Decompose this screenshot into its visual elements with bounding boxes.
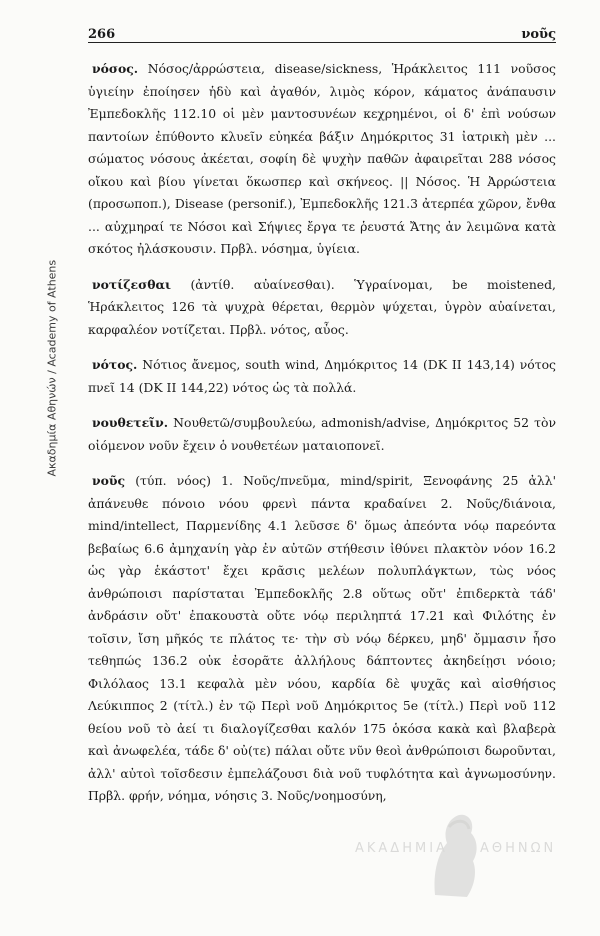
archive-side-note: Ακαδημία Αθηνών / Academy of Athens: [45, 259, 59, 477]
entry-headword: νοῦς: [92, 473, 126, 488]
dictionary-entry: [88, 412, 556, 457]
dictionary-entry: [88, 58, 556, 261]
entry-text: (ἀντίθ. αὐαίνεσθαι). Ὑγραίνομαι, be moistened, Ἡράκλειτος 126 τὰ ψυχρὰ θέρεται, θερμὸν ψύχεται, ὑγρὸν αὐαίνεται, καρφαλέον νοτίζεται. Πρβλ. νότος, αὖος.: [88, 276, 556, 337]
entry-text: Νόσος/ἀρρώστεια, disease/sickness, Ἡράκλειτος 111 νοῦσος ὑγιείην ἐποίησεν ἡδὺ καὶ ἀγαθόν, λιμὸς κόρον, κάματος ἀνάπαυσιν Ἐμπεδοκλῆς 112.10 οἱ μὲν μαντοσυνέων κεχρημένοι, οἱ δ' ἐπὶ νούσων παντοίων ἐπύθοντο κλυεῖν εὐηκέα βάξιν Δημόκριτος 31 ἰατρικὴ μὲν ... σώματος νόσους ἀκέεται, σοφίη δὲ ψυχὴν παθῶν ἀφαιρεῖται 288 νόσος οἴκου καὶ βίου γίνεται ὅκωσπερ καὶ σκήνεος. || Νόσος. Ἡ Ἀρρώστεια (προσωποπ.), Disease (personif.), Ἐμπεδοκλῆς 121.3 ἀτερπέα χῶρον, ἔνθα ... αὐχμηραί τε Νόσοι καὶ Σήψιες ἔργα τε ῥευστά Ἄτης ἀν λειμῶνα κατὰ σκότος ἠλάσκουσιν. Πρβλ. νόσημα, ὑγίεια.: [88, 61, 556, 256]
watermark-text-right: ΑΘΗΝΩΝ: [480, 841, 557, 856]
dictionary-entry: [88, 470, 556, 808]
page-header: [88, 20, 556, 43]
dictionary-body: [88, 58, 556, 821]
entry-headword: νότος.: [92, 357, 138, 372]
entry-text: Νουθετῶ/συμβουλεύω, admonish/advise, Δημόκριτος 52 τὸν οἰόμενον νοῦν ἔχειν ὁ νουθετέων ματαιοπονεῖ.: [88, 415, 556, 453]
academy-watermark: [335, 805, 575, 915]
dictionary-entry: [88, 274, 556, 342]
entry-text: (τύπ. νόος) 1. Νοῦς/πνεῦμα, mind/spirit, Ξενοφάνης 25 ἀλλ' ἀπάνευθε πόνοιο νόου φρενὶ πάντα κραδαίνει 2. Νοῦς/διάνοια, mind/intellect, Παρμενίδης 4.1 λεῦσσε δ' ὅμως ἀπεόντα νόῳ παρεόντα βεβαίως 6.6 ἀμηχανίη γὰρ ἐν αὐτῶν στήθεσιν ἰθύνει πλακτὸν νόον 16.2 ὡς γὰρ ἑκάστοτ' ἔχει κρᾶσις μελέων πολυπλάγκτων, τὼς νόος ἀνθρώποισι παρίσταται Ἐμπεδοκλῆς 2.8 οὕτως οὔτ' ἐπιδερκτὰ τάδ' ἀνδράσιν οὔτ' ἐπακουστὰ οὔτε νόῳ περιληπτά 17.21 καὶ Φιλότης ἐν τοῖσιν, ἴση μῆκός τε πλάτος τε· τὴν σὺ νόῳ δέρκευ, μηδ' ὄμμασιν ἧσο τεθηπώς 136.2 οὐκ ἐσορᾶτε ἀλλήλους δάπτοντες ἀκηδείῃσι νόοιο; Φιλόλαος 13.1 κεφαλὰ μὲν νόου, καρδία δὲ ψυχᾶς καὶ αἰσθήσιος Λεύκιππος 2 (τίτλ.) ἐν τῷ Περὶ νοῦ Δημόκριτος 5e (τίτλ.) Περὶ νοῦ 112 θείου νοῦ τὸ ἀεί τι διαλογίζεσθαι καλόν 175 ὁκόσα κακὰ καὶ βλαβερὰ καὶ ἀνωφελέα, τάδε δ' οὐ(τε) πάλαι οὔτε νῦν θεοὶ ἀνθρώποισι δωροῦνται, ἀλλ' αὐτοὶ τοῖσδεσιν ἐμπελάζουσι διὰ νοῦ τυφλότητα καὶ ἀγνωμοσύνην. Πρβλ. φρήν, νόημα, νόησις 3. Νοῦς/νοημοσύνη,: [88, 473, 556, 803]
entry-headword: νουθετεῖν.: [92, 415, 169, 430]
page-number: 266: [88, 27, 116, 42]
watermark-text-left: ΑΚΑΔΗΜΙΑ: [355, 841, 448, 856]
entry-text: Νότιος ἄνεμος, south wind, Δημόκριτος 14 (DK II 143,14) νότος πνεῖ 14 (DK II 144,22) νότος ὡς τὰ πολλά.: [88, 357, 556, 395]
running-head: νοῦς: [521, 27, 556, 42]
entry-headword: νοτίζεσθαι: [92, 276, 171, 292]
dictionary-entry: [88, 354, 556, 399]
entry-headword: νόσος.: [92, 61, 139, 76]
